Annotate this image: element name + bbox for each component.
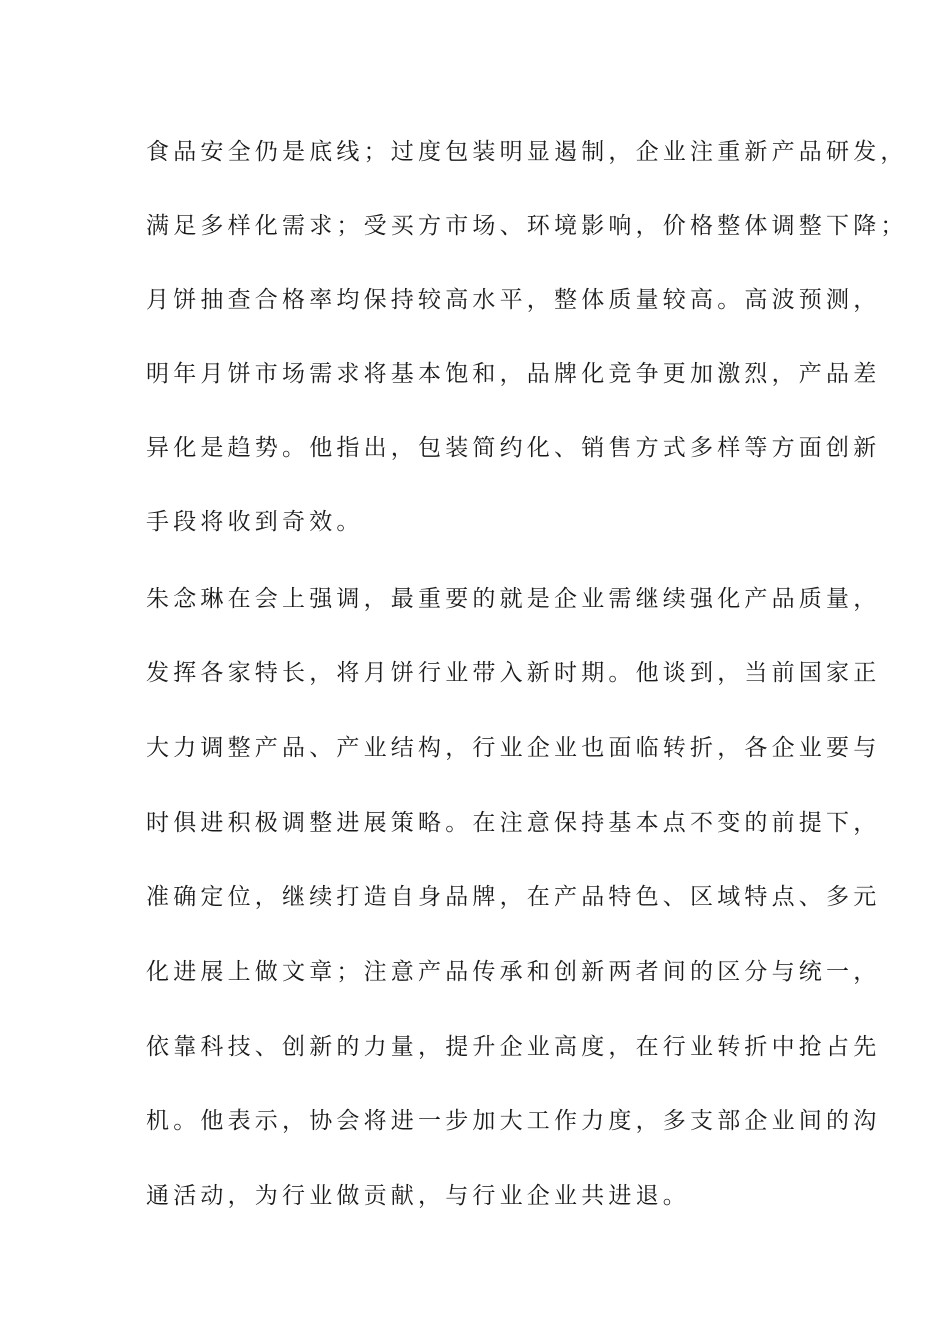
- text-line: 依靠科技、创新的力量，提升企业高度，在行业转折中抢占先: [146, 1034, 881, 1060]
- text-line: 准确定位，继续打造自身品牌，在产品特色、区域特点、多元: [146, 884, 881, 910]
- text-line: 月饼抽查合格率均保持较高水平，整体质量较高。高波预测，: [146, 287, 881, 313]
- text-line: 食品安全仍是底线；过度包装明显遏制，企业注重新产品研发，: [146, 139, 908, 165]
- text-line: 朱念琳在会上强调，最重要的就是企业需继续强化产品质量，: [146, 586, 881, 612]
- text-line: 机。他表示，协会将进一步加大工作力度，多支部企业间的沟: [146, 1108, 881, 1134]
- text-line: 发挥各家特长，将月饼行业带入新时期。他谈到，当前国家正: [146, 660, 881, 686]
- text-line: 通活动，为行业做贡献，与行业企业共进退。: [146, 1183, 690, 1209]
- text-line: 满足多样化需求；受买方市场、环境影响，价格整体调整下降；: [146, 213, 908, 239]
- text-line: 时俱进积极调整进展策略。在注意保持基本点不变的前提下，: [146, 810, 881, 836]
- text-line: 大力调整产品、产业结构，行业企业也面临转折，各企业要与: [146, 735, 881, 761]
- text-line: 明年月饼市场需求将基本饱和，品牌化竞争更加激烈，产品差: [146, 361, 881, 387]
- text-line: 异化是趋势。他指出，包装简约化、销售方式多样等方面创新: [146, 435, 881, 461]
- text-line: 手段将收到奇效。: [146, 509, 364, 535]
- text-line: 化进展上做文章；注意产品传承和创新两者间的区分与统一，: [146, 959, 881, 985]
